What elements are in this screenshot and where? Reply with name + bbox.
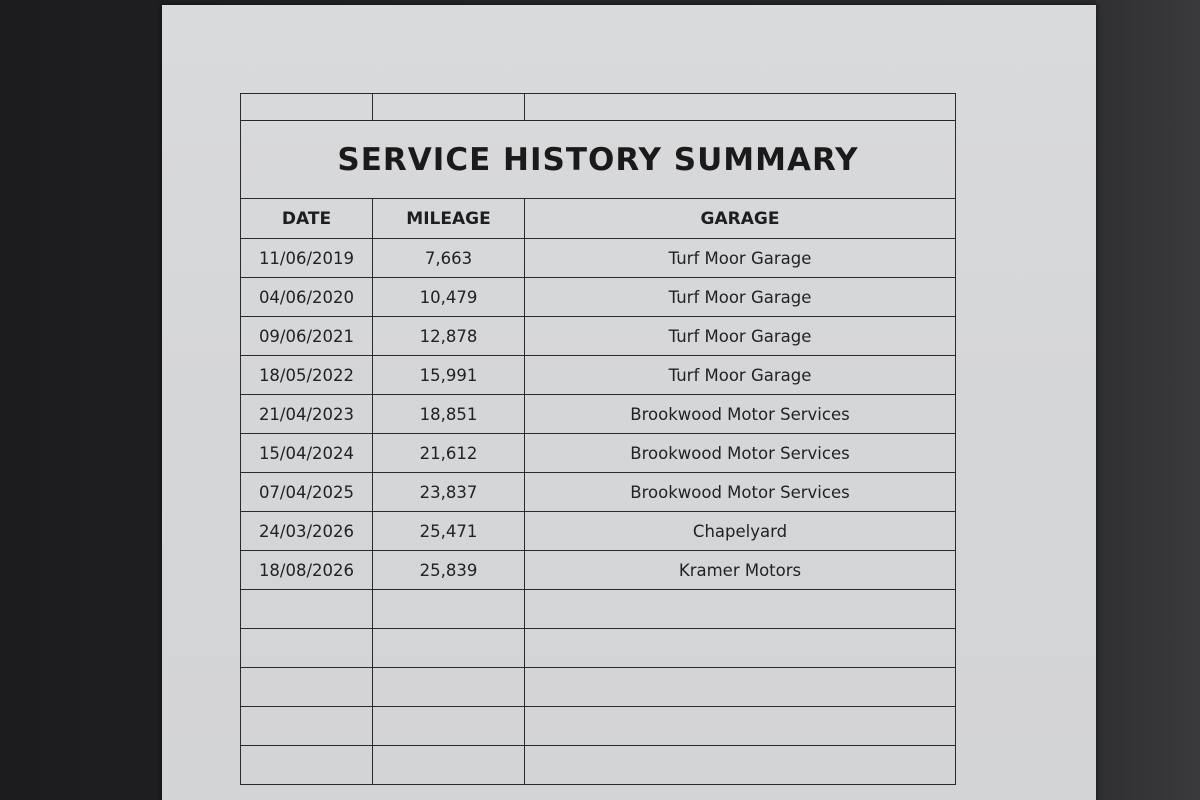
cell-mileage: 18,851: [373, 395, 525, 434]
empty-cell: [373, 707, 525, 746]
blank-cell: [241, 94, 373, 121]
cell-date: 24/03/2026: [241, 512, 373, 551]
cell-garage: Kramer Motors: [525, 551, 956, 590]
table-row: [241, 239, 956, 278]
header-row: [241, 199, 956, 239]
empty-cell: [241, 746, 373, 785]
empty-row: [241, 668, 956, 707]
column-header-date: DATE: [241, 199, 373, 239]
cell-mileage: 21,612: [373, 434, 525, 473]
cell-date: 21/04/2023: [241, 395, 373, 434]
empty-row: [241, 707, 956, 746]
cell-garage: Turf Moor Garage: [525, 278, 956, 317]
cell-mileage: 25,839: [373, 551, 525, 590]
cell-mileage: 12,878: [373, 317, 525, 356]
cell-date: 04/06/2020: [241, 278, 373, 317]
table-row: [241, 434, 956, 473]
empty-cell: [373, 668, 525, 707]
cell-garage: Brookwood Motor Services: [525, 395, 956, 434]
document-title: SERVICE HISTORY SUMMARY: [241, 121, 956, 199]
empty-cell: [241, 668, 373, 707]
cell-mileage: 10,479: [373, 278, 525, 317]
empty-cell: [525, 629, 956, 668]
blank-cell: [525, 94, 956, 121]
cell-garage: Turf Moor Garage: [525, 317, 956, 356]
service-history-table: [240, 93, 956, 785]
paper-sheet: [162, 5, 1096, 800]
cell-date: 15/04/2024: [241, 434, 373, 473]
table-row: [241, 356, 956, 395]
desk-surface: [1096, 0, 1200, 800]
title-row: [241, 121, 956, 199]
empty-row: [241, 746, 956, 785]
cell-garage: Brookwood Motor Services: [525, 473, 956, 512]
empty-cell: [525, 668, 956, 707]
cell-garage: Turf Moor Garage: [525, 356, 956, 395]
cell-mileage: 7,663: [373, 239, 525, 278]
empty-cell: [525, 590, 956, 629]
cell-date: 18/08/2026: [241, 551, 373, 590]
cell-date: 09/06/2021: [241, 317, 373, 356]
empty-cell: [241, 590, 373, 629]
cell-garage: Brookwood Motor Services: [525, 434, 956, 473]
empty-cell: [373, 629, 525, 668]
blank-cell: [373, 94, 525, 121]
table-row: [241, 317, 956, 356]
cell-mileage: 23,837: [373, 473, 525, 512]
column-header-mileage: MILEAGE: [373, 199, 525, 239]
cell-date: 07/04/2025: [241, 473, 373, 512]
cell-garage: Turf Moor Garage: [525, 239, 956, 278]
empty-cell: [525, 746, 956, 785]
empty-cell: [525, 707, 956, 746]
empty-cell: [373, 746, 525, 785]
table-row: [241, 395, 956, 434]
table-row: [241, 551, 956, 590]
column-header-garage: GARAGE: [525, 199, 956, 239]
cell-garage: Chapelyard: [525, 512, 956, 551]
cell-mileage: 15,991: [373, 356, 525, 395]
table-row: [241, 473, 956, 512]
blank-top-row: [241, 94, 956, 121]
empty-cell: [373, 590, 525, 629]
empty-row: [241, 590, 956, 629]
table-row: [241, 278, 956, 317]
empty-cell: [241, 629, 373, 668]
cell-date: 18/05/2022: [241, 356, 373, 395]
table-row: [241, 512, 956, 551]
cell-mileage: 25,471: [373, 512, 525, 551]
cell-date: 11/06/2019: [241, 239, 373, 278]
empty-cell: [241, 707, 373, 746]
empty-row: [241, 629, 956, 668]
